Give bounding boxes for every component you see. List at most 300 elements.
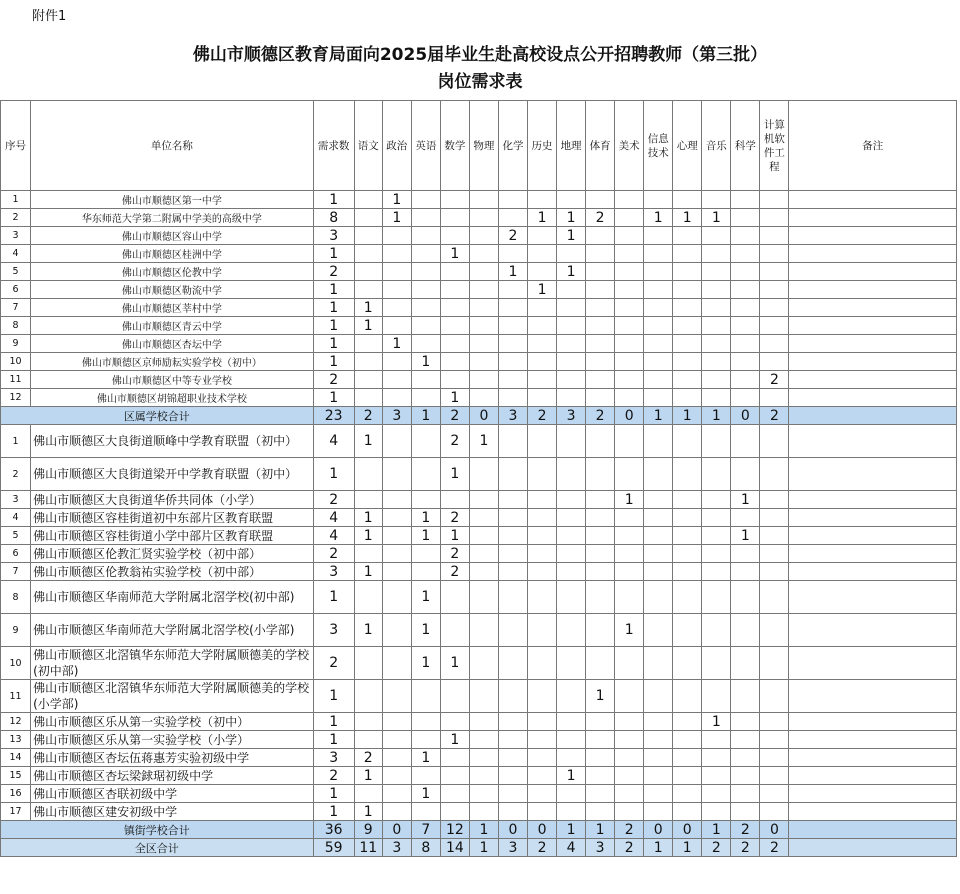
count-cell: [382, 581, 411, 614]
count-cell: [586, 353, 615, 371]
unit-name: 佛山市顺德区杏联初级中学: [31, 785, 314, 803]
count-cell: [411, 209, 440, 227]
count-cell: 2: [313, 545, 354, 563]
count-cell: [702, 563, 731, 581]
count-cell: [702, 335, 731, 353]
count-cell: [644, 245, 673, 263]
count-cell: 3: [313, 614, 354, 647]
count-cell: [673, 680, 702, 713]
row-index: 5: [1, 263, 31, 281]
total-cell: 1: [702, 407, 731, 425]
count-cell: [528, 563, 557, 581]
count-cell: [469, 803, 498, 821]
total-cell: 3: [498, 839, 527, 857]
count-cell: [586, 491, 615, 509]
header-science: 科学: [731, 101, 760, 191]
count-cell: [760, 317, 789, 335]
count-cell: [702, 680, 731, 713]
header-math: 数学: [440, 101, 469, 191]
unit-name: 佛山市顺德区杏坛梁銶琚初级中学: [31, 767, 314, 785]
remarks-cell: [789, 749, 957, 767]
count-cell: [528, 353, 557, 371]
count-cell: 1: [313, 299, 354, 317]
count-cell: 2: [440, 509, 469, 527]
row-index: 11: [1, 680, 31, 713]
count-cell: [498, 281, 527, 299]
count-cell: [382, 785, 411, 803]
count-cell: [440, 803, 469, 821]
count-cell: [586, 317, 615, 335]
count-cell: 1: [382, 209, 411, 227]
count-cell: [615, 749, 644, 767]
table-row: [1, 263, 957, 281]
count-cell: [731, 713, 760, 731]
total-cell: 1: [411, 407, 440, 425]
unit-name: 佛山市顺德区中等专业学校: [31, 371, 314, 389]
count-cell: [557, 458, 586, 491]
count-cell: [615, 245, 644, 263]
count-cell: [498, 299, 527, 317]
count-cell: [382, 647, 411, 680]
count-cell: 1: [313, 281, 354, 299]
count-cell: [354, 335, 382, 353]
total-cell: 1: [673, 839, 702, 857]
count-cell: [673, 749, 702, 767]
count-cell: [615, 425, 644, 458]
count-cell: 1: [702, 209, 731, 227]
row-index: 9: [1, 335, 31, 353]
count-cell: [644, 563, 673, 581]
document-subtitle: 岗位需求表: [437, 72, 523, 92]
count-cell: [382, 389, 411, 407]
count-cell: [382, 263, 411, 281]
count-cell: [354, 647, 382, 680]
count-cell: [557, 371, 586, 389]
count-cell: [731, 227, 760, 245]
count-cell: [498, 191, 527, 209]
count-cell: 4: [313, 509, 354, 527]
grand-total-row: [1, 839, 957, 857]
town-total-row: [1, 821, 957, 839]
total-cell: 2: [586, 407, 615, 425]
count-cell: [382, 614, 411, 647]
count-cell: 1: [498, 263, 527, 281]
count-cell: [731, 545, 760, 563]
count-cell: [760, 749, 789, 767]
count-cell: [528, 749, 557, 767]
remarks-cell: [789, 563, 957, 581]
count-cell: [528, 191, 557, 209]
remarks-cell: [789, 245, 957, 263]
remarks-cell: [789, 317, 957, 335]
count-cell: [469, 731, 498, 749]
count-cell: [760, 545, 789, 563]
count-cell: [354, 281, 382, 299]
count-cell: 1: [313, 731, 354, 749]
remarks-cell: [789, 785, 957, 803]
count-cell: [498, 545, 527, 563]
count-cell: [644, 281, 673, 299]
total-cell: 2: [615, 821, 644, 839]
count-cell: [644, 749, 673, 767]
count-cell: [731, 803, 760, 821]
table-row: [1, 749, 957, 767]
count-cell: [469, 389, 498, 407]
count-cell: [760, 803, 789, 821]
total-cell: 2: [731, 839, 760, 857]
count-cell: [382, 803, 411, 821]
row-index: 9: [1, 614, 31, 647]
count-cell: [382, 425, 411, 458]
count-cell: [469, 263, 498, 281]
count-cell: 2: [586, 209, 615, 227]
total-cell: 1: [557, 821, 586, 839]
count-cell: [673, 563, 702, 581]
count-cell: [440, 281, 469, 299]
count-cell: [469, 371, 498, 389]
count-cell: [586, 299, 615, 317]
count-cell: [673, 227, 702, 245]
count-cell: 1: [411, 581, 440, 614]
row-index: 10: [1, 353, 31, 371]
count-cell: [615, 647, 644, 680]
count-cell: [354, 191, 382, 209]
header-music: 音乐: [702, 101, 731, 191]
count-cell: 3: [313, 227, 354, 245]
total-cell: 1: [644, 839, 673, 857]
count-cell: [702, 545, 731, 563]
count-cell: [615, 527, 644, 545]
count-cell: [411, 545, 440, 563]
count-cell: [557, 191, 586, 209]
remarks-cell: [789, 209, 957, 227]
count-cell: [557, 563, 586, 581]
count-cell: [498, 458, 527, 491]
count-cell: [702, 647, 731, 680]
count-cell: [557, 785, 586, 803]
total-cell: 2: [440, 407, 469, 425]
remarks-cell: [789, 581, 957, 614]
count-cell: [382, 371, 411, 389]
count-cell: [702, 227, 731, 245]
total-label: 全区合计: [1, 839, 314, 857]
count-cell: 2: [760, 371, 789, 389]
count-cell: [354, 209, 382, 227]
header-geography: 地理: [557, 101, 586, 191]
count-cell: [644, 317, 673, 335]
count-cell: [382, 245, 411, 263]
count-cell: [731, 281, 760, 299]
count-cell: [731, 731, 760, 749]
count-cell: [411, 680, 440, 713]
remarks-cell: [789, 371, 957, 389]
count-cell: [760, 491, 789, 509]
count-cell: [469, 458, 498, 491]
count-cell: [354, 458, 382, 491]
count-cell: [557, 647, 586, 680]
count-cell: [731, 680, 760, 713]
total-cell: 2: [528, 839, 557, 857]
remarks-cell: [789, 545, 957, 563]
count-cell: [557, 425, 586, 458]
count-cell: [760, 389, 789, 407]
count-cell: [354, 353, 382, 371]
total-label: 区属学校合计: [1, 407, 314, 425]
count-cell: 1: [586, 680, 615, 713]
count-cell: [702, 581, 731, 614]
remarks-cell: [789, 839, 957, 857]
total-cell: 9: [354, 821, 382, 839]
count-cell: [673, 389, 702, 407]
count-cell: [354, 731, 382, 749]
remarks-cell: [789, 647, 957, 680]
count-cell: [440, 614, 469, 647]
count-cell: [760, 767, 789, 785]
count-cell: [644, 647, 673, 680]
count-cell: 1: [440, 245, 469, 263]
count-cell: [673, 245, 702, 263]
count-cell: 1: [313, 680, 354, 713]
count-cell: [528, 647, 557, 680]
table-row: [1, 281, 957, 299]
count-cell: [557, 731, 586, 749]
count-cell: [557, 281, 586, 299]
remarks-cell: [789, 803, 957, 821]
count-cell: [469, 614, 498, 647]
count-cell: [644, 767, 673, 785]
table-row: [1, 803, 957, 821]
row-index: 5: [1, 527, 31, 545]
count-cell: [354, 227, 382, 245]
total-cell: 11: [354, 839, 382, 857]
count-cell: [557, 335, 586, 353]
count-cell: [469, 581, 498, 614]
remarks-cell: [789, 227, 957, 245]
count-cell: [498, 614, 527, 647]
count-cell: [760, 785, 789, 803]
count-cell: [498, 647, 527, 680]
count-cell: [673, 191, 702, 209]
count-cell: [702, 281, 731, 299]
count-cell: 2: [440, 563, 469, 581]
count-cell: [615, 335, 644, 353]
table-row: [1, 614, 957, 647]
total-cell: 3: [586, 839, 615, 857]
unit-name: 华东师范大学第二附属中学美的高级中学: [31, 209, 314, 227]
count-cell: [557, 389, 586, 407]
remarks-cell: [789, 299, 957, 317]
count-cell: [644, 545, 673, 563]
count-cell: [440, 353, 469, 371]
total-cell: 8: [411, 839, 440, 857]
count-cell: [354, 263, 382, 281]
count-cell: 1: [440, 389, 469, 407]
total-cell: 0: [382, 821, 411, 839]
count-cell: [760, 731, 789, 749]
count-cell: [557, 680, 586, 713]
table-row: [1, 335, 957, 353]
total-cell: 2: [702, 839, 731, 857]
header-psychology: 心理: [673, 101, 702, 191]
count-cell: 1: [644, 209, 673, 227]
count-cell: [644, 191, 673, 209]
count-cell: [440, 767, 469, 785]
count-cell: [760, 563, 789, 581]
unit-name: 佛山市顺德区大良街道华侨共同体（小学）: [31, 491, 314, 509]
count-cell: [702, 491, 731, 509]
count-cell: [731, 353, 760, 371]
count-cell: 1: [557, 263, 586, 281]
count-cell: [702, 299, 731, 317]
count-cell: [586, 545, 615, 563]
table-row: [1, 713, 957, 731]
count-cell: [382, 299, 411, 317]
remarks-cell: [789, 389, 957, 407]
count-cell: [760, 581, 789, 614]
count-cell: 1: [354, 614, 382, 647]
count-cell: [615, 263, 644, 281]
count-cell: [760, 245, 789, 263]
total-cell: 36: [313, 821, 354, 839]
count-cell: [411, 767, 440, 785]
count-cell: [731, 581, 760, 614]
count-cell: 1: [354, 527, 382, 545]
count-cell: [731, 785, 760, 803]
count-cell: [469, 209, 498, 227]
count-cell: [498, 527, 527, 545]
count-cell: [440, 209, 469, 227]
count-cell: [731, 614, 760, 647]
count-cell: [673, 263, 702, 281]
count-cell: [673, 353, 702, 371]
count-cell: [382, 353, 411, 371]
count-cell: [731, 425, 760, 458]
count-cell: [498, 389, 527, 407]
count-cell: [615, 785, 644, 803]
count-cell: [354, 389, 382, 407]
table-row: [1, 371, 957, 389]
count-cell: [469, 227, 498, 245]
count-cell: [528, 767, 557, 785]
count-cell: 1: [702, 713, 731, 731]
row-index: 11: [1, 371, 31, 389]
count-cell: [498, 371, 527, 389]
count-cell: [644, 491, 673, 509]
count-cell: [760, 614, 789, 647]
count-cell: [498, 785, 527, 803]
header-pe: 体育: [586, 101, 615, 191]
count-cell: [586, 803, 615, 821]
row-index: 4: [1, 245, 31, 263]
count-cell: [673, 317, 702, 335]
count-cell: 1: [557, 227, 586, 245]
count-cell: [586, 335, 615, 353]
count-cell: [702, 767, 731, 785]
header-politics: 政治: [382, 101, 411, 191]
header-total: 需求数: [313, 101, 354, 191]
count-cell: [644, 509, 673, 527]
count-cell: [702, 785, 731, 803]
count-cell: [702, 245, 731, 263]
count-cell: [382, 731, 411, 749]
count-cell: [586, 614, 615, 647]
total-cell: 1: [644, 407, 673, 425]
count-cell: [557, 713, 586, 731]
count-cell: [528, 785, 557, 803]
count-cell: 1: [411, 749, 440, 767]
count-cell: 1: [313, 317, 354, 335]
count-cell: [411, 227, 440, 245]
total-cell: 2: [528, 407, 557, 425]
count-cell: 1: [382, 191, 411, 209]
count-cell: [615, 581, 644, 614]
row-index: 3: [1, 491, 31, 509]
count-cell: [557, 317, 586, 335]
count-cell: [615, 458, 644, 491]
count-cell: [557, 581, 586, 614]
count-cell: [498, 209, 527, 227]
count-cell: [557, 749, 586, 767]
count-cell: [731, 299, 760, 317]
count-cell: [586, 785, 615, 803]
row-index: 2: [1, 458, 31, 491]
count-cell: [731, 371, 760, 389]
header-row: [1, 101, 957, 191]
header-unit: 单位名称: [31, 101, 314, 191]
count-cell: [702, 803, 731, 821]
count-cell: [557, 245, 586, 263]
count-cell: [354, 785, 382, 803]
count-cell: 1: [557, 767, 586, 785]
row-index: 12: [1, 713, 31, 731]
unit-name: 佛山市顺德区伦教汇贤实验学校（初中部）: [31, 545, 314, 563]
count-cell: [644, 389, 673, 407]
header-it: 信息技术: [644, 101, 673, 191]
count-cell: [644, 425, 673, 458]
count-cell: [557, 509, 586, 527]
count-cell: [673, 731, 702, 749]
unit-name: 佛山市顺德区桂洲中学: [31, 245, 314, 263]
count-cell: [760, 299, 789, 317]
table-row: [1, 191, 957, 209]
count-cell: [382, 680, 411, 713]
count-cell: 1: [313, 245, 354, 263]
count-cell: [586, 371, 615, 389]
total-cell: 59: [313, 839, 354, 857]
count-cell: [673, 785, 702, 803]
row-index: 4: [1, 509, 31, 527]
count-cell: [440, 263, 469, 281]
count-cell: [469, 335, 498, 353]
count-cell: [615, 767, 644, 785]
count-cell: [586, 647, 615, 680]
count-cell: 1: [354, 425, 382, 458]
count-cell: 2: [313, 371, 354, 389]
count-cell: 1: [354, 767, 382, 785]
count-cell: [528, 731, 557, 749]
count-cell: 1: [354, 509, 382, 527]
count-cell: [586, 227, 615, 245]
header-history: 历史: [528, 101, 557, 191]
recruitment-table: [0, 100, 957, 857]
count-cell: 3: [313, 563, 354, 581]
count-cell: [644, 581, 673, 614]
count-cell: [528, 299, 557, 317]
count-cell: 1: [354, 299, 382, 317]
count-cell: [760, 713, 789, 731]
header-remarks: 备注: [789, 101, 957, 191]
unit-name: 佛山市顺德区乐从第一实验学校（初中）: [31, 713, 314, 731]
